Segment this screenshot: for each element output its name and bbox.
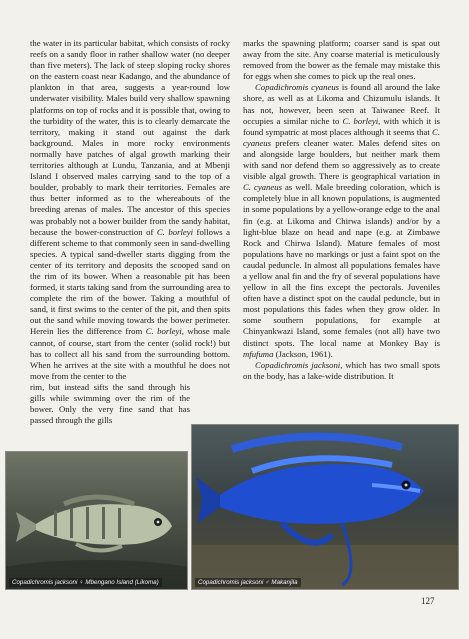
text-run: , whose male cannot, of course, start from the center (solid rock!) but has to collect all his sand from the surrounding bottom. When he arrives at the site with a mouthful he does not move from the center to the [30,326,230,381]
left-paragraph-1 [30,38,230,382]
left-photo-caption: Copadichromis jacksoni ♀ Mbengano Island (Likoma) [9,578,162,587]
species-name: Copadichromis jacksoni [255,359,341,370]
page-number: 127 [421,596,435,606]
male-fish-photo [191,424,459,590]
male-fish-image [192,425,458,589]
species-name: C. cyaneus [243,182,282,193]
right-paragraph-3 [243,360,440,382]
female-fish-photo [5,451,188,590]
right-paragraph-2 [243,82,440,359]
text-run: the water in its particular habitat, which consists of rocky reefs on a sandy floor in rather shallow water (no deeper than five meters). The lack of steep sloping rocky shores on the eastern coast near Kadango, and the abundance of plankton in that area, suggests a year-round low underwater visibility. Males build very shallow spawning platforms on top of rocks and it is possible that, owing to the turbidity of the water, this is to clearly demarcate the territory, making it stand out against the dark background. Males in more rocky environments normally have patches of algal growth marking their territories although at Lundu, Tanzania, and at Mbenji Island I observed males carrying sand to the top of a boulder, probably to mark their territories. Females are thus better informed as to the whereabouts of the breeding arenas of males. The ancestor of this species was probably not a bower builder from the sandy habitat, because the bower-construction of [30,38,230,237]
left-text-column [30,38,230,426]
species-name: C. borleyi [145,326,182,337]
right-text-column [243,38,440,382]
species-name: C. borleyi [156,226,194,237]
right-paragraph-1: marks the spawning platform; coarser sand is spat out away from the site. Any coarse material is meticulously removed from the bower as the female may mistake this for eggs when she comes to pick up the real ones. [243,38,440,82]
text-run: is found all around the lake shore, as well as at Likoma and Chizumulu islands. It has not, however, been seen at Taiwanee Reef. It occupies a similar niche to [243,82,441,126]
female-fish-image [6,452,187,589]
text-run: follows a different scheme to that commonly seen in sand-dwelling species. A typical sand-dweller starts digging from the center of its territory and deposits the scooped sand on the rim of its bower. When a reasonable pit has been formed, it starts taking sand from the surrounding area to complete the rim of the bower. Taking a mouthful of sand, it first swims to the center of the pit, and then spits out the sand while moving towards the bower perimeter. Herein lies the difference from [30,226,231,337]
text-run: , which has two small spots on the body, has a lake-wide distribution. It [243,359,440,381]
right-photo-caption: Copadichromis jacksoni ♂ Makanjila [195,578,301,587]
species-name: C. cyaneus [243,126,440,148]
species-name: Copadichromis cyaneus [255,82,340,93]
text-run: as well. Male breeding coloration, which is completely blue in all known populations, is augmented in some populations by a yellow-orange edge to the anal fin (e.g. at Likoma and Chirwa islands) and/or by a light-blue blaze on head and nape (e.g. at Zimbawe Rock and Chirwa Island). Mature females of most populations have no markings or just a faint spot on the caudal peduncle. In almost all populations females have a yellow anal fin and the fry of several populations have yellow in all the fins except the pectorals. Juveniles often have a distinct spot on the caudal peduncle, but in most populations this fades when they grow older. In some southern populations, for example at Chinyankwazi Island, some females (not all) have two distinct spots. The local name at Monkey Bay is [243,182,440,348]
text-run: rim, but instead sifts the sand through his gills while swimming over the rim of the bower. Only the very fine sand that has passed through the gills [30,381,190,426]
text-run: prefers cleaner water. Males defend sites on and alongside large boulders, but neither mark them with sand nor defend them so aggressively as to create visible algal growth. There is geographical variation in [243,137,440,182]
text-run: (Jackson, 1961). [273,348,333,359]
species-name: C. borleyi [342,115,379,126]
text-run: , with which it is found sympatric at most places although it seems that [243,115,441,137]
local-name: mfufuma [243,348,274,359]
left-paragraph-narrow [30,382,190,426]
